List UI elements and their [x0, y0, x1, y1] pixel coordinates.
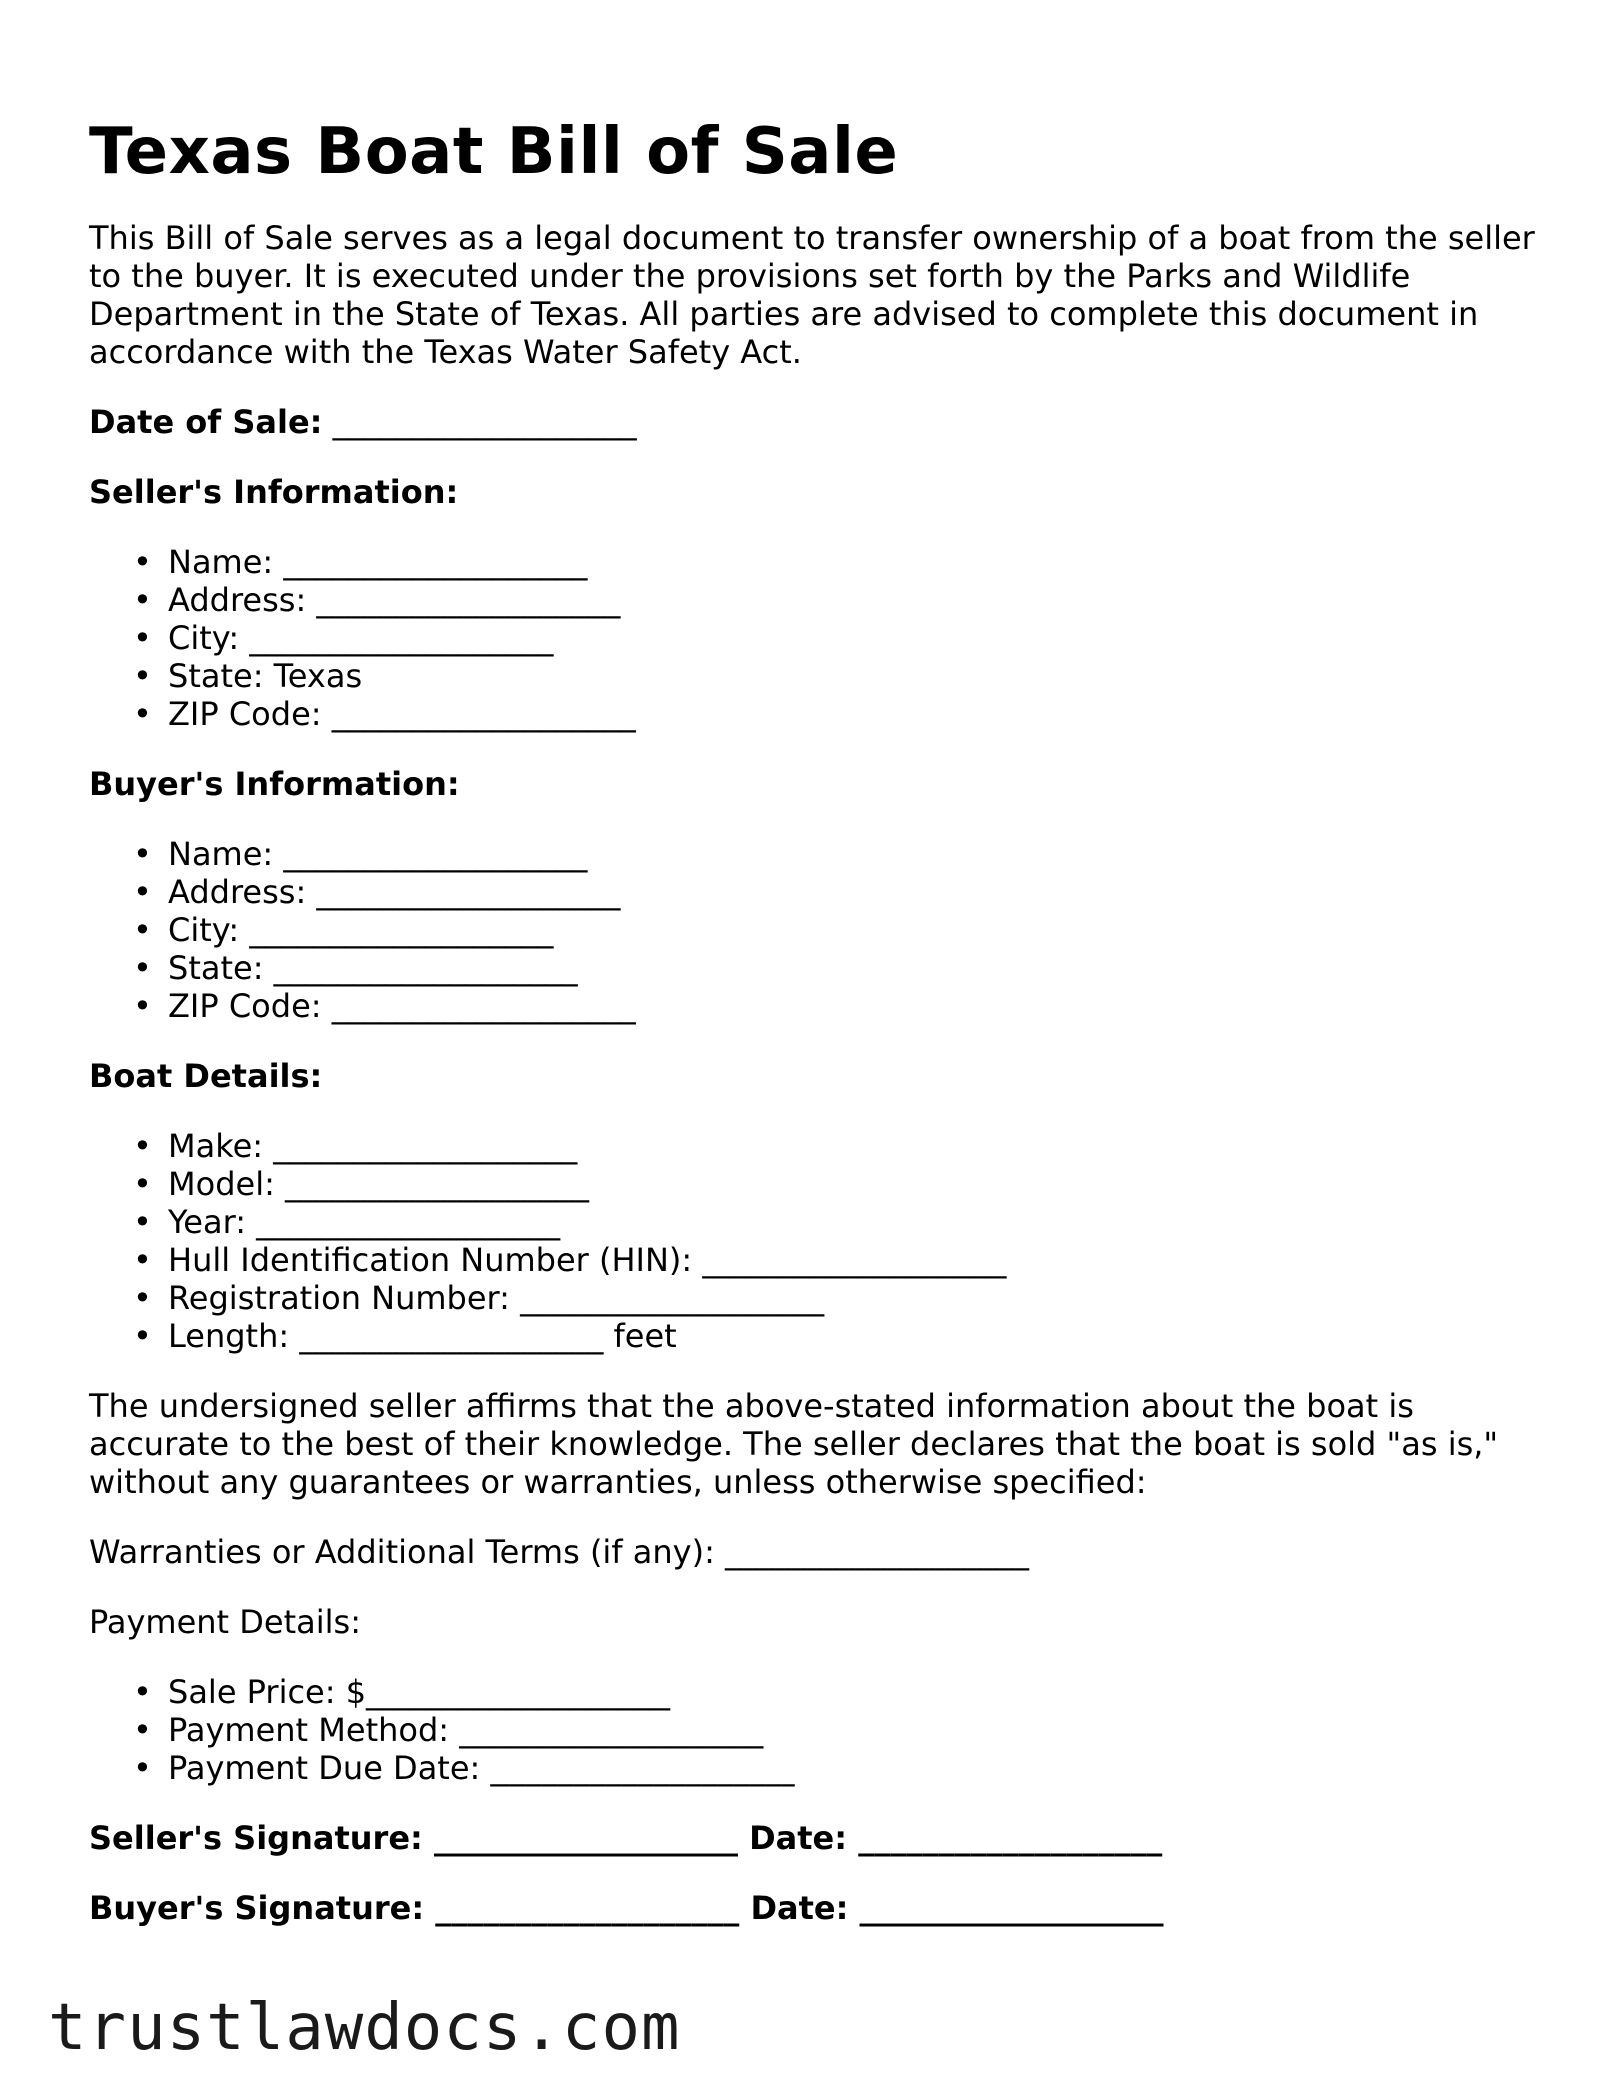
seller-heading: Seller's Information: — [89, 473, 459, 511]
payment-due-field[interactable]: ___________________ — [490, 1749, 795, 1787]
affirmation-paragraph: The undersigned seller affirms that the above-stated information about the boat is accurate to the best of their knowledge. The seller declares that the boat is sold "as is," without any guarantees or warranties, unless otherwise specified: — [89, 1387, 1499, 1501]
list-item — [89, 657, 1539, 695]
payment-due-label: Payment Due Date: — [168, 1749, 491, 1787]
buyer-date-field[interactable]: ___________________ — [859, 1889, 1164, 1927]
buyer-zip-field[interactable]: ___________________ — [331, 987, 636, 1025]
buyer-name-label: Name: — [168, 835, 284, 873]
sale-price-field[interactable]: ___________________ — [366, 1673, 671, 1711]
buyer-address-field[interactable]: ___________________ — [316, 873, 621, 911]
list-item — [89, 581, 1539, 619]
boat-hin-field[interactable]: ___________________ — [702, 1241, 1007, 1279]
watermark: trustlawdocs.com — [48, 1991, 681, 2065]
warranties-line — [89, 1533, 1539, 1571]
boat-registration-label: Registration Number: — [168, 1279, 521, 1317]
list-item — [89, 543, 1539, 581]
intro-paragraph: This Bill of Sale serves as a legal document to transfer ownership of a boat from the seller to the buyer. It is executed under the provisions set forth by the Parks and Wildlife Department in the State of Texas. All parties are advised to complete this document in accordance with the Texas Water Safety Act. — [89, 219, 1535, 371]
list-item — [89, 1317, 1539, 1355]
list-item — [89, 1749, 1539, 1787]
document-title: Texas Boat Bill of Sale — [89, 115, 899, 189]
buyer-list — [89, 835, 1539, 1025]
seller-city-field[interactable]: ___________________ — [249, 619, 554, 657]
buyer-address-label: Address: — [168, 873, 317, 911]
buyer-city-field[interactable]: ___________________ — [249, 911, 554, 949]
list-item — [89, 987, 1539, 1025]
list-item — [89, 695, 1539, 733]
date-of-sale-line — [89, 403, 1539, 441]
buyer-name-field[interactable]: ___________________ — [283, 835, 588, 873]
list-item — [89, 1127, 1539, 1165]
list-item — [89, 1241, 1539, 1279]
seller-name-field[interactable]: ___________________ — [283, 543, 588, 581]
seller-address-field[interactable]: ___________________ — [316, 581, 621, 619]
buyer-state-label: State: — [168, 949, 274, 987]
list-item — [89, 949, 1539, 987]
list-item — [89, 1673, 1539, 1711]
boat-model-label: Model: — [168, 1165, 286, 1203]
date-of-sale-label: Date of Sale: — [89, 403, 323, 441]
list-item — [89, 911, 1539, 949]
list-item — [89, 835, 1539, 873]
boat-length-label: Length: — [168, 1317, 300, 1355]
boat-list — [89, 1127, 1539, 1355]
seller-list — [89, 543, 1539, 733]
buyer-state-field[interactable]: ___________________ — [273, 949, 578, 987]
boat-hin-label: Hull Identification Number (HIN): — [168, 1241, 703, 1279]
seller-signature-field[interactable]: ___________________ — [433, 1819, 738, 1857]
payment-list — [89, 1673, 1539, 1787]
seller-signature-label: Seller's Signature: — [89, 1819, 423, 1857]
warranties-label: Warranties or Additional Terms (if any): — [89, 1533, 726, 1571]
list-item — [89, 1279, 1539, 1317]
payment-heading: Payment Details: — [89, 1603, 361, 1641]
buyer-signature-label: Buyer's Signature: — [89, 1889, 425, 1927]
buyer-date-label: Date: — [750, 1889, 849, 1927]
seller-name-label: Name: — [168, 543, 284, 581]
buyer-zip-label: ZIP Code: — [168, 987, 332, 1025]
sale-price-label: Sale Price: $ — [168, 1673, 367, 1711]
seller-signature-line — [89, 1819, 1539, 1857]
seller-state-value: Texas — [273, 657, 363, 695]
list-item — [89, 1711, 1539, 1749]
boat-year-field[interactable]: ___________________ — [256, 1203, 561, 1241]
boat-length-field[interactable]: ___________________ — [299, 1317, 604, 1355]
seller-date-label: Date: — [749, 1819, 848, 1857]
seller-zip-label: ZIP Code: — [168, 695, 332, 733]
warranties-field[interactable]: ___________________ — [725, 1533, 1030, 1571]
date-of-sale-field[interactable]: ___________________ — [332, 403, 637, 441]
boat-heading: Boat Details: — [89, 1057, 323, 1095]
buyer-city-label: City: — [168, 911, 250, 949]
list-item — [89, 1165, 1539, 1203]
boat-make-field[interactable]: ___________________ — [273, 1127, 578, 1165]
payment-method-field[interactable]: ___________________ — [459, 1711, 764, 1749]
list-item — [89, 619, 1539, 657]
boat-make-label: Make: — [168, 1127, 274, 1165]
seller-city-label: City: — [168, 619, 250, 657]
buyer-signature-line — [89, 1889, 1539, 1927]
document-page — [89, 112, 1539, 1959]
boat-year-label: Year: — [168, 1203, 257, 1241]
boat-length-unit: feet — [603, 1317, 677, 1355]
list-item — [89, 1203, 1539, 1241]
payment-method-label: Payment Method: — [168, 1711, 460, 1749]
seller-date-field[interactable]: ___________________ — [858, 1819, 1163, 1857]
list-item — [89, 873, 1539, 911]
boat-registration-field[interactable]: ___________________ — [520, 1279, 825, 1317]
seller-address-label: Address: — [168, 581, 317, 619]
boat-model-field[interactable]: ___________________ — [285, 1165, 590, 1203]
buyer-heading: Buyer's Information: — [89, 765, 460, 803]
seller-state-label: State: — [168, 657, 274, 695]
seller-zip-field[interactable]: ___________________ — [331, 695, 636, 733]
buyer-signature-field[interactable]: ___________________ — [435, 1889, 740, 1927]
